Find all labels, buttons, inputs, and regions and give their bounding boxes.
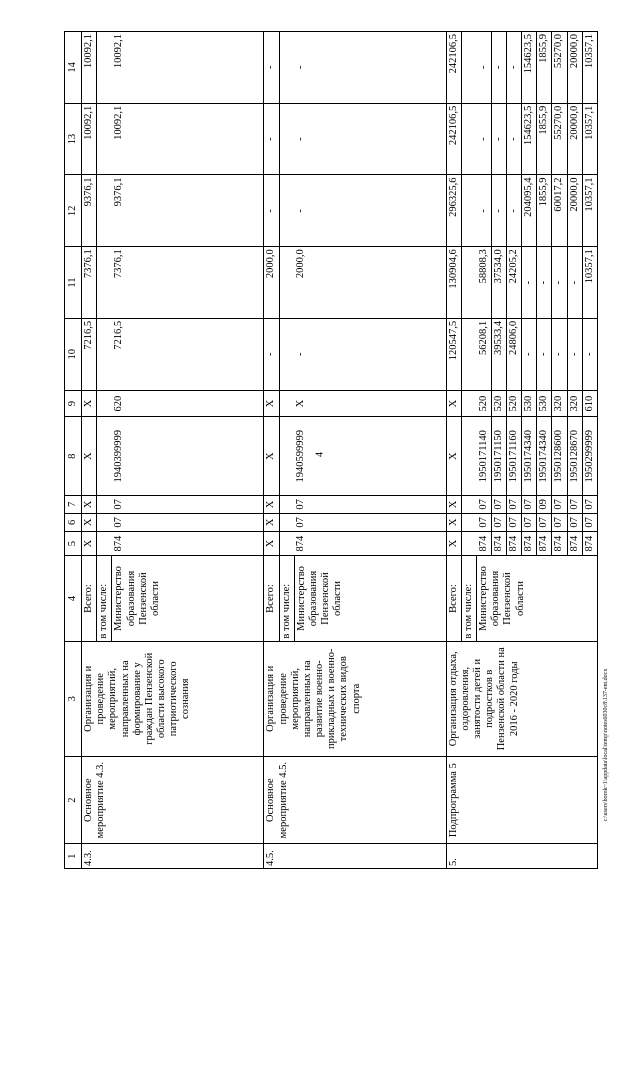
cell-rz: 07 [567, 513, 582, 531]
subprogram-kind: Подпрограмма 5 [446, 756, 597, 843]
cell-value: - [537, 247, 552, 319]
cell-grbs: 874 [112, 531, 264, 556]
cell-value: 20000,0 [567, 175, 582, 247]
cell-pr: X [264, 495, 279, 513]
cell-pr: 07 [491, 495, 506, 513]
total-label: Всего: [446, 556, 461, 641]
cell-csr: 1940599999 [294, 417, 446, 495]
cell-csr: 1950128600 [552, 417, 567, 495]
table-row-5-total [446, 32, 461, 869]
cell-value: - [552, 247, 567, 319]
cell-grbs: 874 [582, 531, 597, 556]
cell-value: 10357,1 [582, 32, 597, 104]
total-label: Всего: [264, 556, 279, 641]
row-number: 4.5. [264, 844, 446, 869]
total-label: Всего: [82, 556, 97, 641]
cell-value: 60017,2 [552, 175, 567, 247]
cell-value: 204095,4 [522, 175, 537, 247]
cell-rz: 07 [112, 513, 264, 531]
cell-value: 7216,5 [82, 318, 97, 390]
cell-rz: X [82, 513, 97, 531]
cell-value: 58808,3 [477, 247, 492, 319]
cell-value: 10092,1 [82, 32, 97, 104]
cell-value: - [294, 103, 446, 175]
cell-pr: 07 [294, 495, 446, 513]
cell-vr: 530 [537, 390, 552, 417]
col-header-8: 8 [65, 417, 82, 495]
cell-csr: X [82, 417, 97, 495]
event-kind: Основное мероприятие 4.3. [82, 756, 264, 843]
cell-value: - [491, 175, 506, 247]
col-header-10: 10 [65, 318, 82, 390]
cell-value: 1855,9 [537, 103, 552, 175]
rotated-page-content [64, 31, 614, 869]
cell-value: - [506, 32, 521, 104]
cell-value: - [582, 318, 597, 390]
footer-file-path: c:\users\borok~1\appdata\local\temp\notes6030c8\137-ent.docx [603, 668, 609, 822]
page-number: 4 [314, 452, 326, 457]
column-number-row [65, 32, 82, 869]
cell-value: 37534,0 [491, 247, 506, 319]
cell-value: - [522, 318, 537, 390]
cell-grbs: 874 [506, 531, 521, 556]
col-header-6: 6 [65, 513, 82, 531]
cell-value: 2000,0 [264, 247, 279, 319]
cell-rz: 07 [477, 513, 492, 531]
cell-value: - [506, 175, 521, 247]
cell-vr: 320 [552, 390, 567, 417]
cell-csr: 1950128670 [567, 417, 582, 495]
cell-value: 10092,1 [82, 103, 97, 175]
row-number: 4.3. [82, 844, 264, 869]
cell-value: - [506, 103, 521, 175]
including-label: в том числе: [461, 556, 476, 641]
cell-value: 10357,1 [582, 103, 597, 175]
including-label: в том числе: [97, 556, 112, 641]
cell-rz: 07 [491, 513, 506, 531]
cell-csr: 1950174340 [537, 417, 552, 495]
event-name: Организация и проведение мероприятий, направленных на развитие военно-прикладных и военно-технических видов спорта [264, 641, 446, 756]
cell-value: 10092,1 [112, 32, 264, 104]
table-row-4-3-total [82, 32, 97, 869]
row-number: 5. [446, 844, 597, 869]
subprogram-name: Организация отдыха, оздоровления, занятости детей и подростков в Пензенской области на 2016 - 2020 годы [446, 641, 597, 756]
cell-value: 7216,5 [112, 318, 264, 390]
cell-value: 56208,1 [477, 318, 492, 390]
cell-pr: X [446, 495, 461, 513]
col-header-11: 11 [65, 247, 82, 319]
cell-pr: 07 [112, 495, 264, 513]
cell-value: - [567, 247, 582, 319]
cell-rz: 07 [552, 513, 567, 531]
cell-vr: 610 [582, 390, 597, 417]
cell-pr: 09 [537, 495, 552, 513]
cell-grbs: 874 [552, 531, 567, 556]
cell-pr: 07 [582, 495, 597, 513]
including-label: в том числе: [279, 556, 294, 641]
cell-value: 7376,1 [82, 247, 97, 319]
event-name: Организация и проведение мероприятий, направленных на формирование у граждан Пензенской области высокого патриотического сознания [82, 641, 264, 756]
cell-csr: X [446, 417, 461, 495]
cell-value: - [294, 318, 446, 390]
cell-vr: 320 [567, 390, 582, 417]
cell-rz: X [446, 513, 461, 531]
col-header-5: 5 [65, 531, 82, 556]
cell-csr: X [264, 417, 279, 495]
cell-rz: 07 [537, 513, 552, 531]
cell-value: 120547,5 [446, 318, 461, 390]
budget-table [64, 31, 598, 869]
cell-csr: 1950174340 [522, 417, 537, 495]
col-header-14: 14 [65, 32, 82, 104]
cell-csr: 1950299999 [582, 417, 597, 495]
cell-value: - [477, 103, 492, 175]
cell-value: 10357,1 [582, 247, 597, 319]
cell-value: 20000,0 [567, 32, 582, 104]
cell-grbs: 874 [491, 531, 506, 556]
cell-grbs: 874 [567, 531, 582, 556]
cell-vr: X [264, 390, 279, 417]
cell-rz: 07 [294, 513, 446, 531]
cell-grbs: X [82, 531, 97, 556]
cell-value: 10357,1 [582, 175, 597, 247]
cell-rz: 07 [582, 513, 597, 531]
cell-value: 242106,5 [446, 103, 461, 175]
cell-value: - [264, 103, 279, 175]
cell-vr: X [446, 390, 461, 417]
cell-value: 9376,1 [82, 175, 97, 247]
cell-value: 1855,9 [537, 32, 552, 104]
cell-pr: 07 [506, 495, 521, 513]
cell-value: 55270,0 [552, 103, 567, 175]
cell-pr: 07 [552, 495, 567, 513]
cell-value: 20000,0 [567, 103, 582, 175]
cell-grbs: 874 [537, 531, 552, 556]
cell-value: 2000,0 [294, 247, 446, 319]
cell-value: - [294, 32, 446, 104]
cell-value: - [537, 318, 552, 390]
cell-value: - [491, 32, 506, 104]
cell-value: 9376,1 [112, 175, 264, 247]
cell-value: 24205,2 [506, 247, 521, 319]
cell-vr: X [82, 390, 97, 417]
cell-pr: X [82, 495, 97, 513]
cell-grbs: X [264, 531, 279, 556]
col-header-13: 13 [65, 103, 82, 175]
cell-value: 24806,0 [506, 318, 521, 390]
cell-rz: 07 [522, 513, 537, 531]
cell-value: - [264, 318, 279, 390]
col-header-12: 12 [65, 175, 82, 247]
cell-rz: X [264, 513, 279, 531]
cell-value: - [294, 175, 446, 247]
col-header-4: 4 [65, 556, 82, 641]
cell-value: 1855,9 [537, 175, 552, 247]
cell-vr: X [294, 390, 446, 417]
cell-pr: 07 [522, 495, 537, 513]
cell-value: 7376,1 [112, 247, 264, 319]
col-header-3: 3 [65, 641, 82, 756]
col-header-1: 1 [65, 844, 82, 869]
cell-pr: 07 [477, 495, 492, 513]
event-kind: Основное мероприятие 4.5. [264, 756, 446, 843]
table-row-4-5-total [264, 32, 279, 869]
cell-value: - [552, 318, 567, 390]
cell-vr: 520 [477, 390, 492, 417]
col-header-7: 7 [65, 495, 82, 513]
cell-vr: 520 [491, 390, 506, 417]
cell-value: 39533,4 [491, 318, 506, 390]
cell-vr: 620 [112, 390, 264, 417]
cell-value: - [522, 247, 537, 319]
cell-value: - [477, 175, 492, 247]
cell-value: - [567, 318, 582, 390]
cell-csr: 1950171150 [491, 417, 506, 495]
cell-grbs: X [446, 531, 461, 556]
cell-rz: 07 [506, 513, 521, 531]
cell-value: 55270,0 [552, 32, 567, 104]
cell-grbs: 874 [522, 531, 537, 556]
cell-grbs: 874 [294, 531, 446, 556]
cell-csr: 1950171160 [506, 417, 521, 495]
cell-value: - [491, 103, 506, 175]
cell-value: - [264, 175, 279, 247]
cell-pr: 07 [567, 495, 582, 513]
cell-csr: 1940399999 [112, 417, 264, 495]
ministry-label: Министерство образования Пензенской области [477, 556, 598, 641]
cell-value: 154623,5 [522, 103, 537, 175]
cell-value: - [477, 32, 492, 104]
ministry-label: Министерство образования Пензенской области [112, 556, 264, 641]
cell-value: 242106,5 [446, 32, 461, 104]
cell-value: 154623,5 [522, 32, 537, 104]
cell-grbs: 874 [477, 531, 492, 556]
col-header-2: 2 [65, 756, 82, 843]
cell-value: 10092,1 [112, 103, 264, 175]
cell-vr: 530 [522, 390, 537, 417]
ministry-label: Министерство образования Пензенской области [294, 556, 446, 641]
cell-csr: 1950171140 [477, 417, 492, 495]
cell-value: 296325,6 [446, 175, 461, 247]
cell-value: - [264, 32, 279, 104]
col-header-9: 9 [65, 390, 82, 417]
cell-value: 130904,6 [446, 247, 461, 319]
cell-vr: 520 [506, 390, 521, 417]
